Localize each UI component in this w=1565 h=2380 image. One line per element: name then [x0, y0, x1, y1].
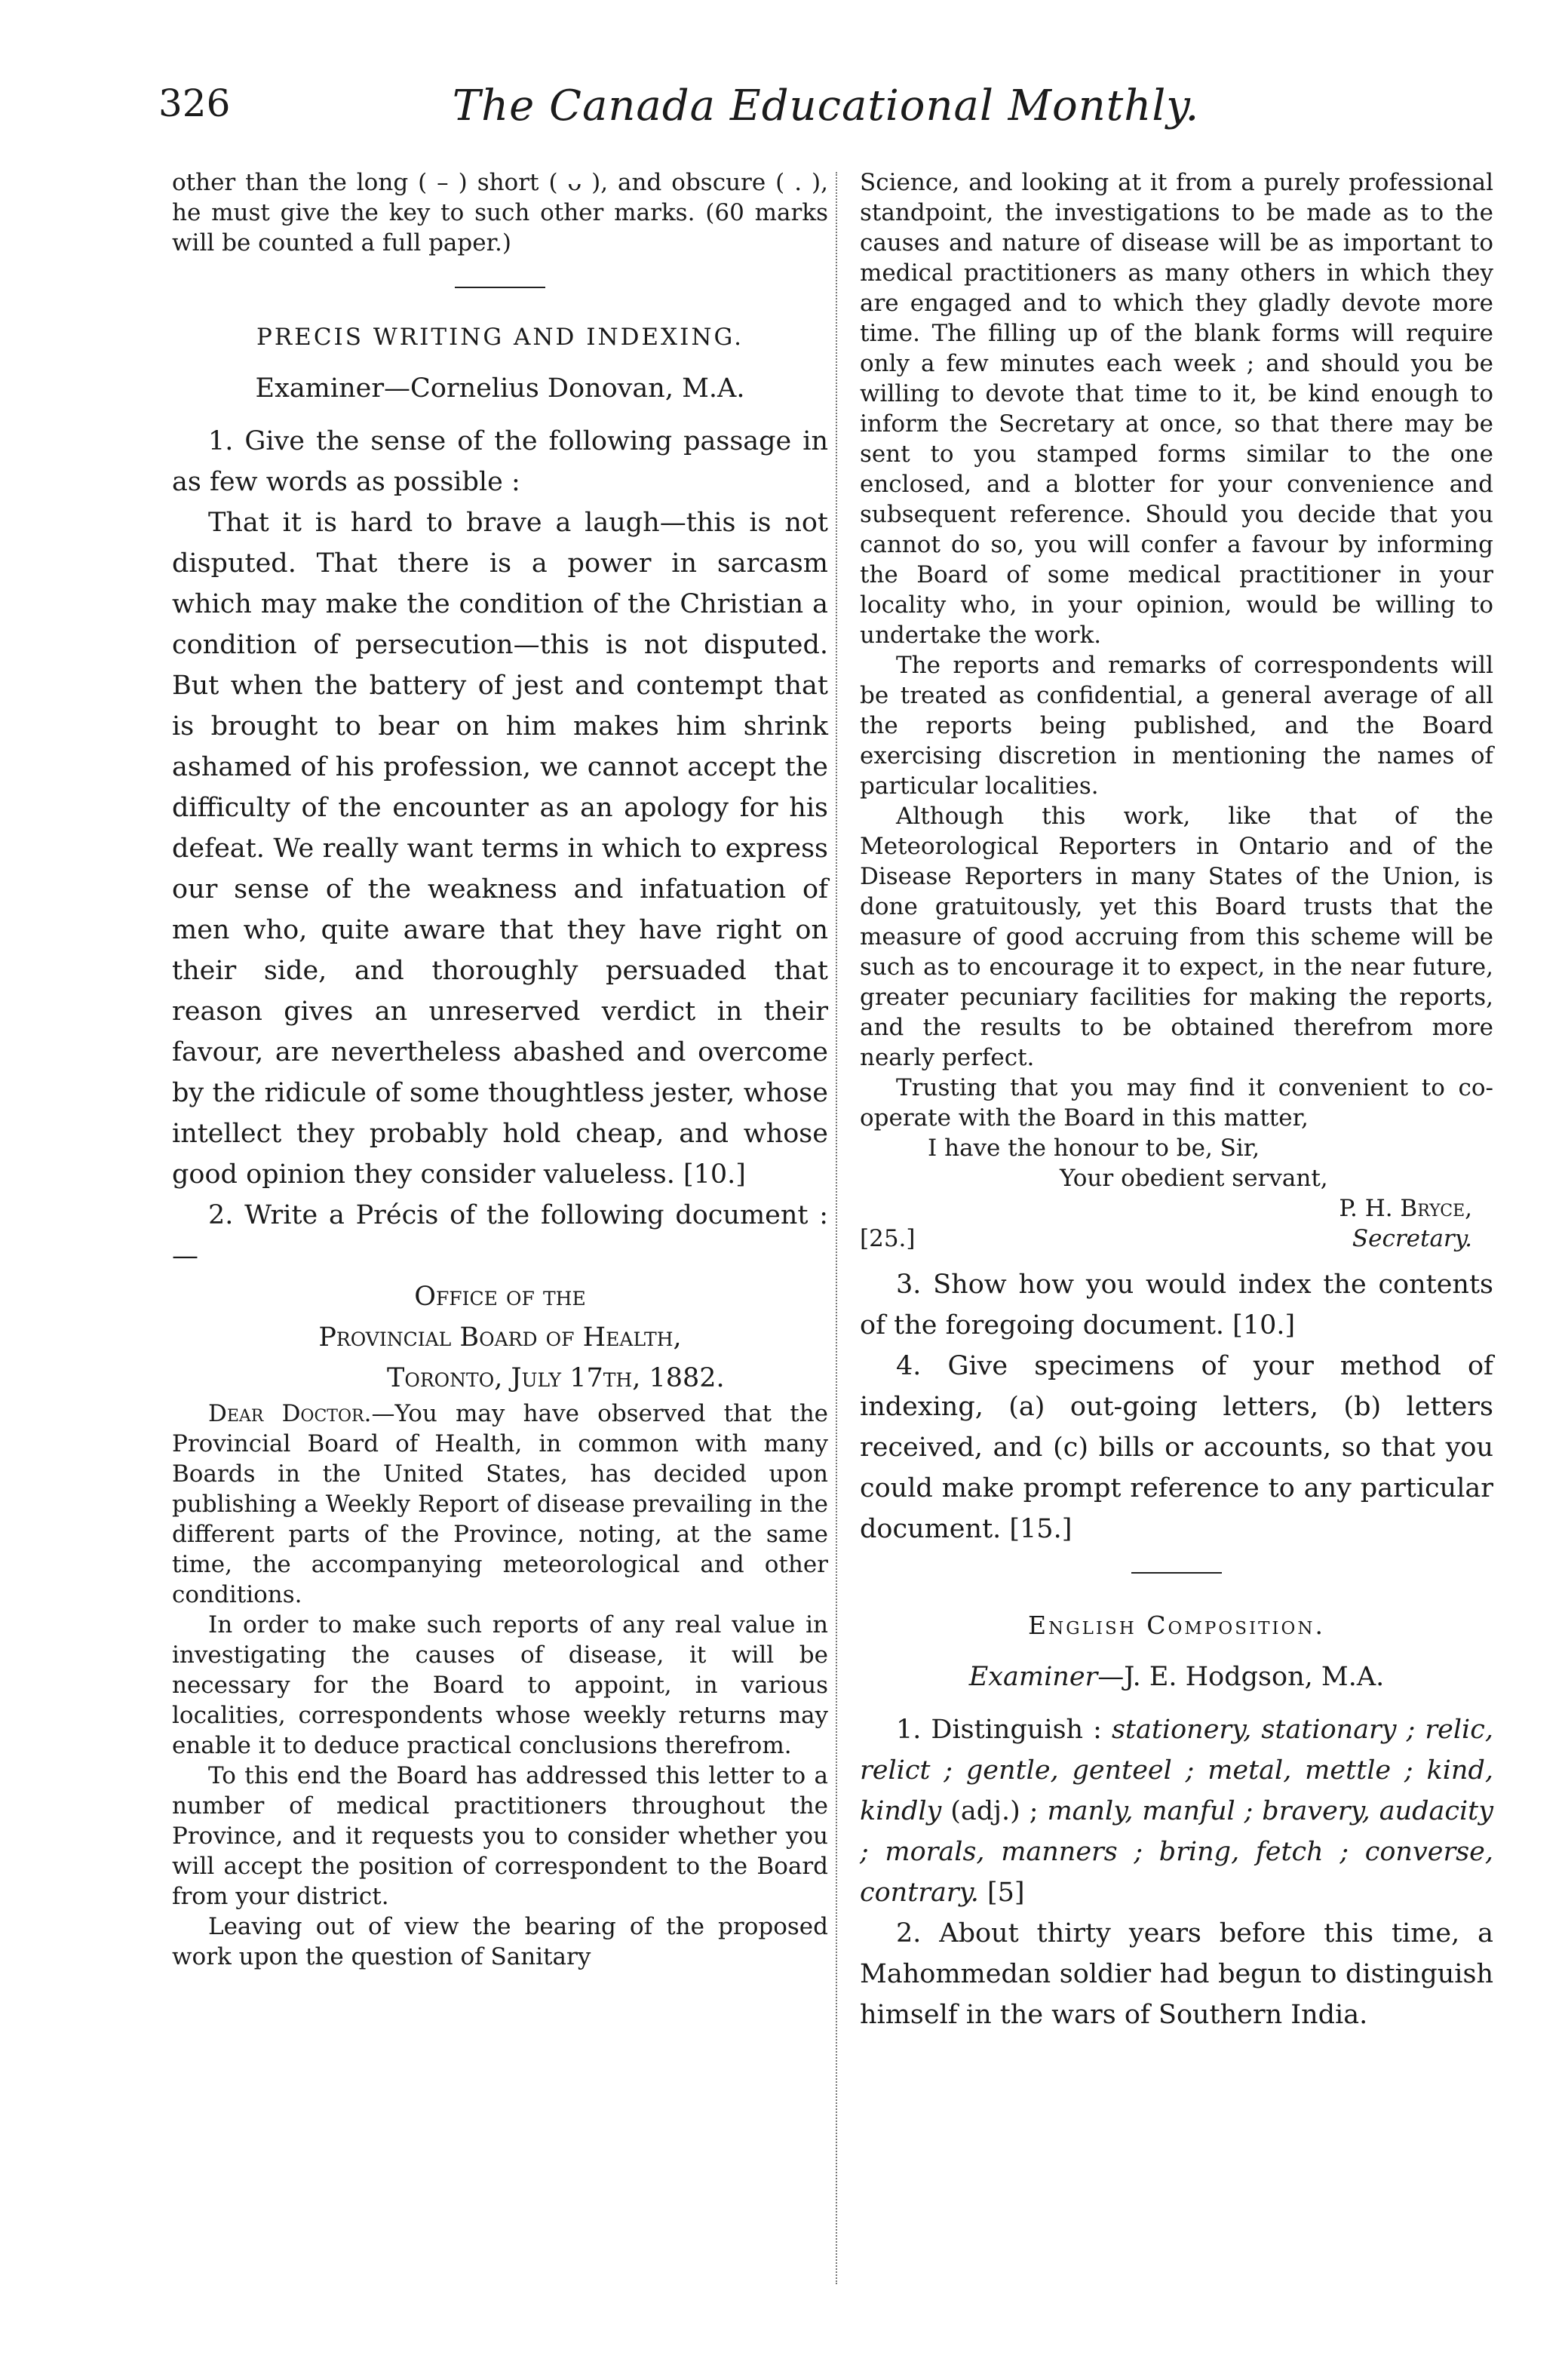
question-1-passage: That it is hard to brave a laugh—this is not disputed. That there is a power in sarcasm which may make the condition of the Christian a condition of persecution—this is not disputed. But when the battery of jest and contempt that is brought to bear on him makes him shrink ashamed of his profession, we cannot accept the difficulty of the encounter as an apology for his defeat. We really want terms in which to express our sense of the weakness and infatuation of men who, quite aware that they have right on their side, and thoroughly persuaded that reason gives an unreserved verdict in their favour, are nevertheless abashed and overcome by the ridicule of some thoughtless jester, whose intellect they probably hold cheap, and whose good opinion they consider valueless. [10.] — [172, 508, 828, 1190]
document-office-line-2: Provincial Board of Health, — [318, 1322, 682, 1353]
composition-question-1: 1. Distinguish : stationery, stationary ; relic, relict ; gentle, genteel ; metal, mettle ; kind, kindly (adj.) ; manly, manful ; bravery, audacity ; morals, manners ; bring, fetch ; converse, contrary. [5] — [860, 1715, 1494, 1908]
right-column — [860, 167, 1493, 2035]
secretary-label: Secretary. — [1352, 1225, 1472, 1252]
closing-line-2: Your obedient servant, — [1060, 1165, 1328, 1192]
signature-row — [860, 1224, 1493, 1254]
question-4: 4. Give specimens of your method of indexing, (a) out-going letters, (b) letters received, and (c) bills or accounts, so that you could make prompt reference to any particular document. [15.] — [860, 1351, 1493, 1544]
column-divider — [836, 172, 837, 2284]
question-1-intro: 1. Give the sense of the following passage in as few words as possible : — [172, 426, 828, 497]
signature: P. H. Bryce, — [1339, 1195, 1472, 1222]
section-rule — [455, 287, 545, 288]
document-paragraph-2: In order to make such reports of any real value in investigating the causes of disease, it will be necessary for the Board to appoint, in various localities, correspondents whose weekly returns may enable it to deduce practical conclusions therefrom. — [172, 1611, 828, 1759]
marks-25: [25.] — [860, 1225, 916, 1252]
examiner-line-2: Examiner—J. E. Hodgson, M.A. — [968, 1662, 1385, 1692]
document-paragraph-1: Dear Doctor.—You may have observed that the Provincial Board of Health, in common with many Boards in the United States, has decided upon publishing a Weekly Report of disease prevailing in the different parts of the Province, noting, at the same time, the accompanying meteorological and other conditions. — [172, 1400, 829, 1608]
question-3: 3. Show how you would index the contents of the foregoing document. [10.] — [860, 1270, 1493, 1340]
document-paragraph-6: Although this work, like that of the Meteorological Reporters in Ontario and of the Disease Reporters in many States of the Union, is done gratuitously, yet this Board trusts that the measure of good accruing from this scheme will be such as to encourage it to expect, in the near future, greater pecuniary facilities for making the reports, and the results to be obtained therefrom more nearly perfect. — [860, 803, 1493, 1071]
examiner-line: Examiner—Cornelius Donovan, M.A. — [255, 373, 745, 404]
section-rule-2 — [1131, 1572, 1222, 1574]
page-number: 326 — [158, 81, 231, 125]
document-salutation: Dear Doctor. — [208, 1400, 372, 1427]
intro-text: other than the long ( – ) short ( ᴗ ), and obscure ( . ), he must give the key to such other marks. (60 marks will be counted a full paper.) — [172, 169, 828, 256]
left-column — [172, 167, 828, 1972]
document-paragraph-4: Leaving out of view the bearing of the proposed work upon the question of Sanitary — [172, 1913, 828, 1970]
document-paragraph-7: Trusting that you may find it convenient to co-operate with the Board in this matter, — [860, 1074, 1493, 1132]
running-title: The Canada Educational Monthly. — [452, 81, 1200, 131]
closing-line-1: I have the honour to be, Sir, — [928, 1135, 1260, 1162]
composition-question-2: 2. About thirty years before this time, a Mahommedan soldier had begun to distinguish himself in the wars of Southern India. — [860, 1918, 1493, 2030]
document-paragraph-4-continued: Science, and looking at it from a purely professional standpoint, the investigations to be made as to the causes and nature of disease will be as important to medical practitioners as many others in which they are engaged and to which they gladly devote more time. The filling up of the blank forms will require only a few minutes each week ; and should you be willing to devote that time to it, be kind enough to inform the Secretary at once, so that there may be sent to you stamped forms similar to the one enclosed, and a blotter for your convenience and subsequent reference. Should you decide that you cannot do so, you will confer a favour by informing the Board of some medical practitioner in your locality who, in your opinion, would be willing to undertake the work. — [860, 169, 1493, 649]
page-header — [158, 81, 1493, 142]
document-date: Toronto, July 17th, 1882. — [387, 1363, 725, 1393]
question-2-intro: 2. Write a Précis of the following document :— — [172, 1200, 828, 1271]
document-paragraph-5: The reports and remarks of correspondents will be treated as confidential, a general average of all the reports being published, and the Board exercising discretion in mentioning the names of particular localities. — [860, 652, 1493, 800]
document-paragraph-3: To this end the Board has addressed this letter to a number of medical practitioners throughout the Province, and it requests you to consider whether you will accept the position of correspondent to the Board from your district. — [172, 1762, 828, 1910]
document-office-line-1: Office of the — [414, 1282, 586, 1312]
section-heading-composition: English Composition. — [1028, 1611, 1325, 1640]
section-heading-precis: PRECIS WRITING AND INDEXING. — [256, 324, 744, 351]
